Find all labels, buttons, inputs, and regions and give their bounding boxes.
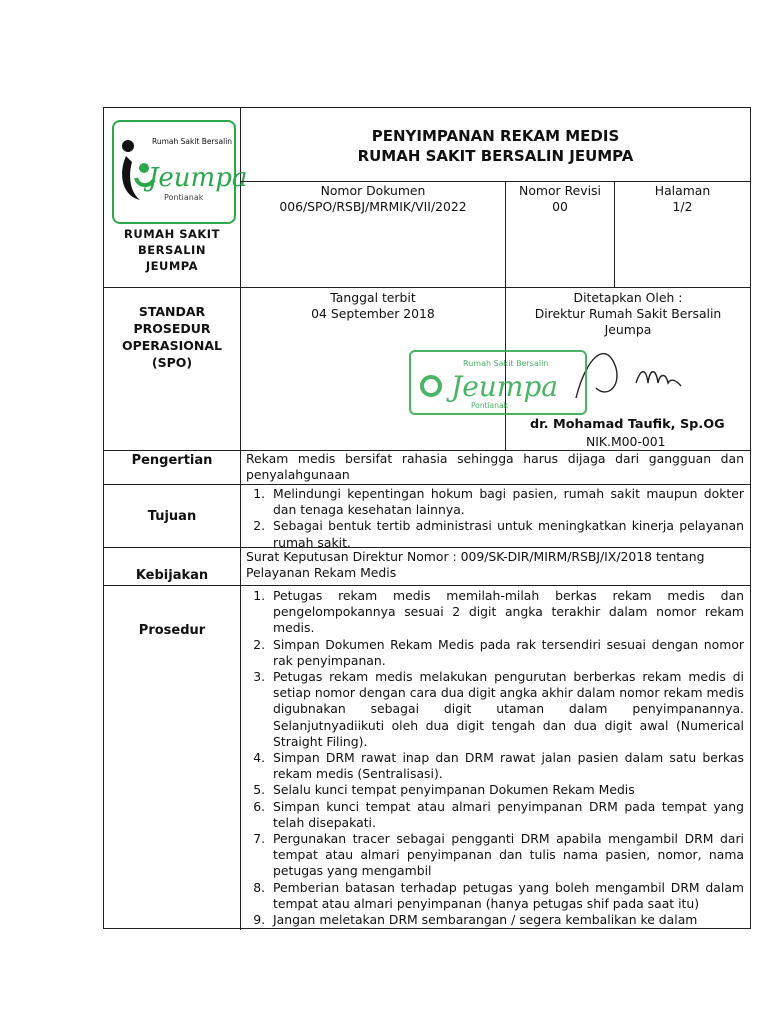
- header-row: [104, 108, 750, 288]
- prosedur-item: 3. Petugas rekam medis melakukan pengurutan berberkas rekam medis di setiap nomor dengan cara dua digit angka akhir dalam nomor rekam medis digubnakan sebagai digit utaman dalam penyimpanannya. Selanjutnyadiikuti oleh dua digit tengah dan dua digit awal (Numerical Straight Filing).: [269, 669, 744, 750]
- svg-text:Jeumpa: Jeumpa: [451, 370, 558, 403]
- prosedur-item: 5. Selalu kunci tempat penyimpanan Dokumen Rekam Medis: [269, 782, 744, 798]
- document-title: [241, 126, 750, 166]
- nomor-revisi-cell: [506, 181, 615, 287]
- svg-text:Pontianak: Pontianak: [164, 193, 204, 202]
- prosedur-item: 2. Simpan Dokumen Rekam Medis pada rak tersendiri sesuai dengan nomor rak penyimpanan.: [269, 637, 744, 669]
- pengertian-row: [104, 451, 750, 485]
- title-line-2: RUMAH SAKIT BERSALIN JEUMPA: [357, 147, 634, 165]
- tujuan-list: [241, 485, 750, 550]
- tujuan-item: 1. Melindungi kepentingan hokum bagi pasien, rumah sakit maupun dokter dan tenaga kesehatan lainnya.: [269, 486, 744, 518]
- prosedur-item: 8. Pemberian batasan terhadap petugas yang boleh mengambil DRM dalam tempat atau almari penyimpanan (hanya petugas shif pada saat itu): [269, 880, 744, 912]
- nomor-dokumen-cell: [241, 181, 506, 287]
- hospital-name-line: JEUMPA: [145, 259, 199, 273]
- halaman-label: Halaman: [654, 183, 711, 198]
- hospital-logo: [112, 120, 248, 224]
- spo-row: [104, 288, 750, 451]
- spo-label-line: PROSEDUR: [133, 321, 211, 336]
- prosedur-item: 6. Simpan kunci tempat atau almari penyimpanan DRM pada tempat yang telah disepakati.: [269, 799, 744, 831]
- logo-cell: [104, 108, 248, 287]
- halaman-cell: [615, 181, 750, 287]
- kebijakan-text: Surat Keputusan Direktur Nomor : 009/SK-DIR/MIRM/RSBJ/IX/2018 tentang Pelayanan Rekam Medis: [246, 549, 705, 580]
- kebijakan-label: Kebijakan: [104, 548, 241, 585]
- title-area: [241, 108, 750, 287]
- prosedur-item: 7. Pergunakan tracer sebagai pengganti DRM apabila mengambil DRM dari tempat atau almari penyimpanan dan tulis nama pasien, nomor, nama petugas yang mengambil: [269, 831, 744, 880]
- hospital-name-line: BERSALIN: [138, 243, 206, 257]
- nomor-dokumen-value: 006/SPO/RSBJ/MRMIK/VII/2022: [279, 199, 467, 214]
- logo-figure-icon: [114, 122, 248, 222]
- prosedur-item: 4. Simpan DRM rawat inap dan DRM rawat jalan pasien dalam satu berkas rekam medis (Sentralisasi).: [269, 750, 744, 782]
- tujuan-item: 2. Sebagai bentuk tertib administrasi untuk meningkatkan kinerja pelayanan rumah sakit.: [269, 518, 744, 550]
- tujuan-label: Tujuan: [104, 485, 241, 547]
- hospital-name: [104, 226, 240, 274]
- prosedur-list: [241, 586, 750, 930]
- kebijakan-row: [104, 548, 750, 586]
- tanggal-terbit-value: 04 September 2018: [311, 306, 435, 321]
- signer-name: dr. Mohamad Taufik, Sp.OG: [530, 417, 725, 432]
- nomor-revisi-value: 00: [552, 199, 568, 214]
- halaman-value: 1/2: [672, 199, 693, 214]
- spo-label-line: OPERASIONAL: [121, 338, 222, 353]
- svg-text:Rumah Sakit Bersalin: Rumah Sakit Bersalin: [463, 359, 549, 368]
- spo-document: [103, 107, 751, 929]
- tujuan-row: [104, 485, 750, 548]
- signature-icon: [566, 328, 716, 408]
- signer-nik: NIK.M00-001: [586, 434, 666, 449]
- hospital-name-line: RUMAH SAKIT: [124, 227, 220, 241]
- tanggal-terbit-label: Tanggal terbit: [330, 290, 416, 305]
- stamp-logo-icon: [411, 352, 585, 413]
- prosedur-item: 1. Petugas rekam medis memilah-milah berkas rekam medis dan pengelompokannya sesuai 2 digit angka terakhir dalam nomor rekam medis.: [269, 588, 744, 637]
- spo-label-line: (SPO): [151, 355, 193, 370]
- prosedur-item: 9. Jangan meletakan DRM sembarangan / segera kembalikan ke dalam: [269, 912, 744, 928]
- spo-label-line: STANDAR: [138, 304, 206, 319]
- svg-text:Pontianak: Pontianak: [471, 401, 508, 410]
- svg-text:Jeumpa: Jeumpa: [148, 163, 248, 193]
- title-line-1: PENYIMPANAN REKAM MEDIS: [371, 127, 620, 145]
- hospital-stamp: [409, 350, 587, 415]
- nomor-dokumen-label: Nomor Dokumen: [320, 183, 426, 198]
- prosedur-row: [104, 586, 750, 930]
- prosedur-label: Prosedur: [104, 586, 241, 930]
- ditetapkan-value: Direktur Rumah Sakit Bersalin Jeumpa: [534, 306, 722, 337]
- ditetapkan-label: Ditetapkan Oleh :: [573, 290, 683, 305]
- svg-text:Rumah Sakit Bersalin: Rumah Sakit Bersalin: [152, 137, 233, 146]
- spo-label-cell: [104, 288, 241, 450]
- pengertian-text: Rekam medis bersifat rahasia sehingga harus dijaga dari gangguan dan penyalahgunaan: [246, 451, 744, 482]
- nomor-revisi-label: Nomor Revisi: [519, 183, 601, 198]
- pengertian-label: Pengertian: [104, 451, 241, 484]
